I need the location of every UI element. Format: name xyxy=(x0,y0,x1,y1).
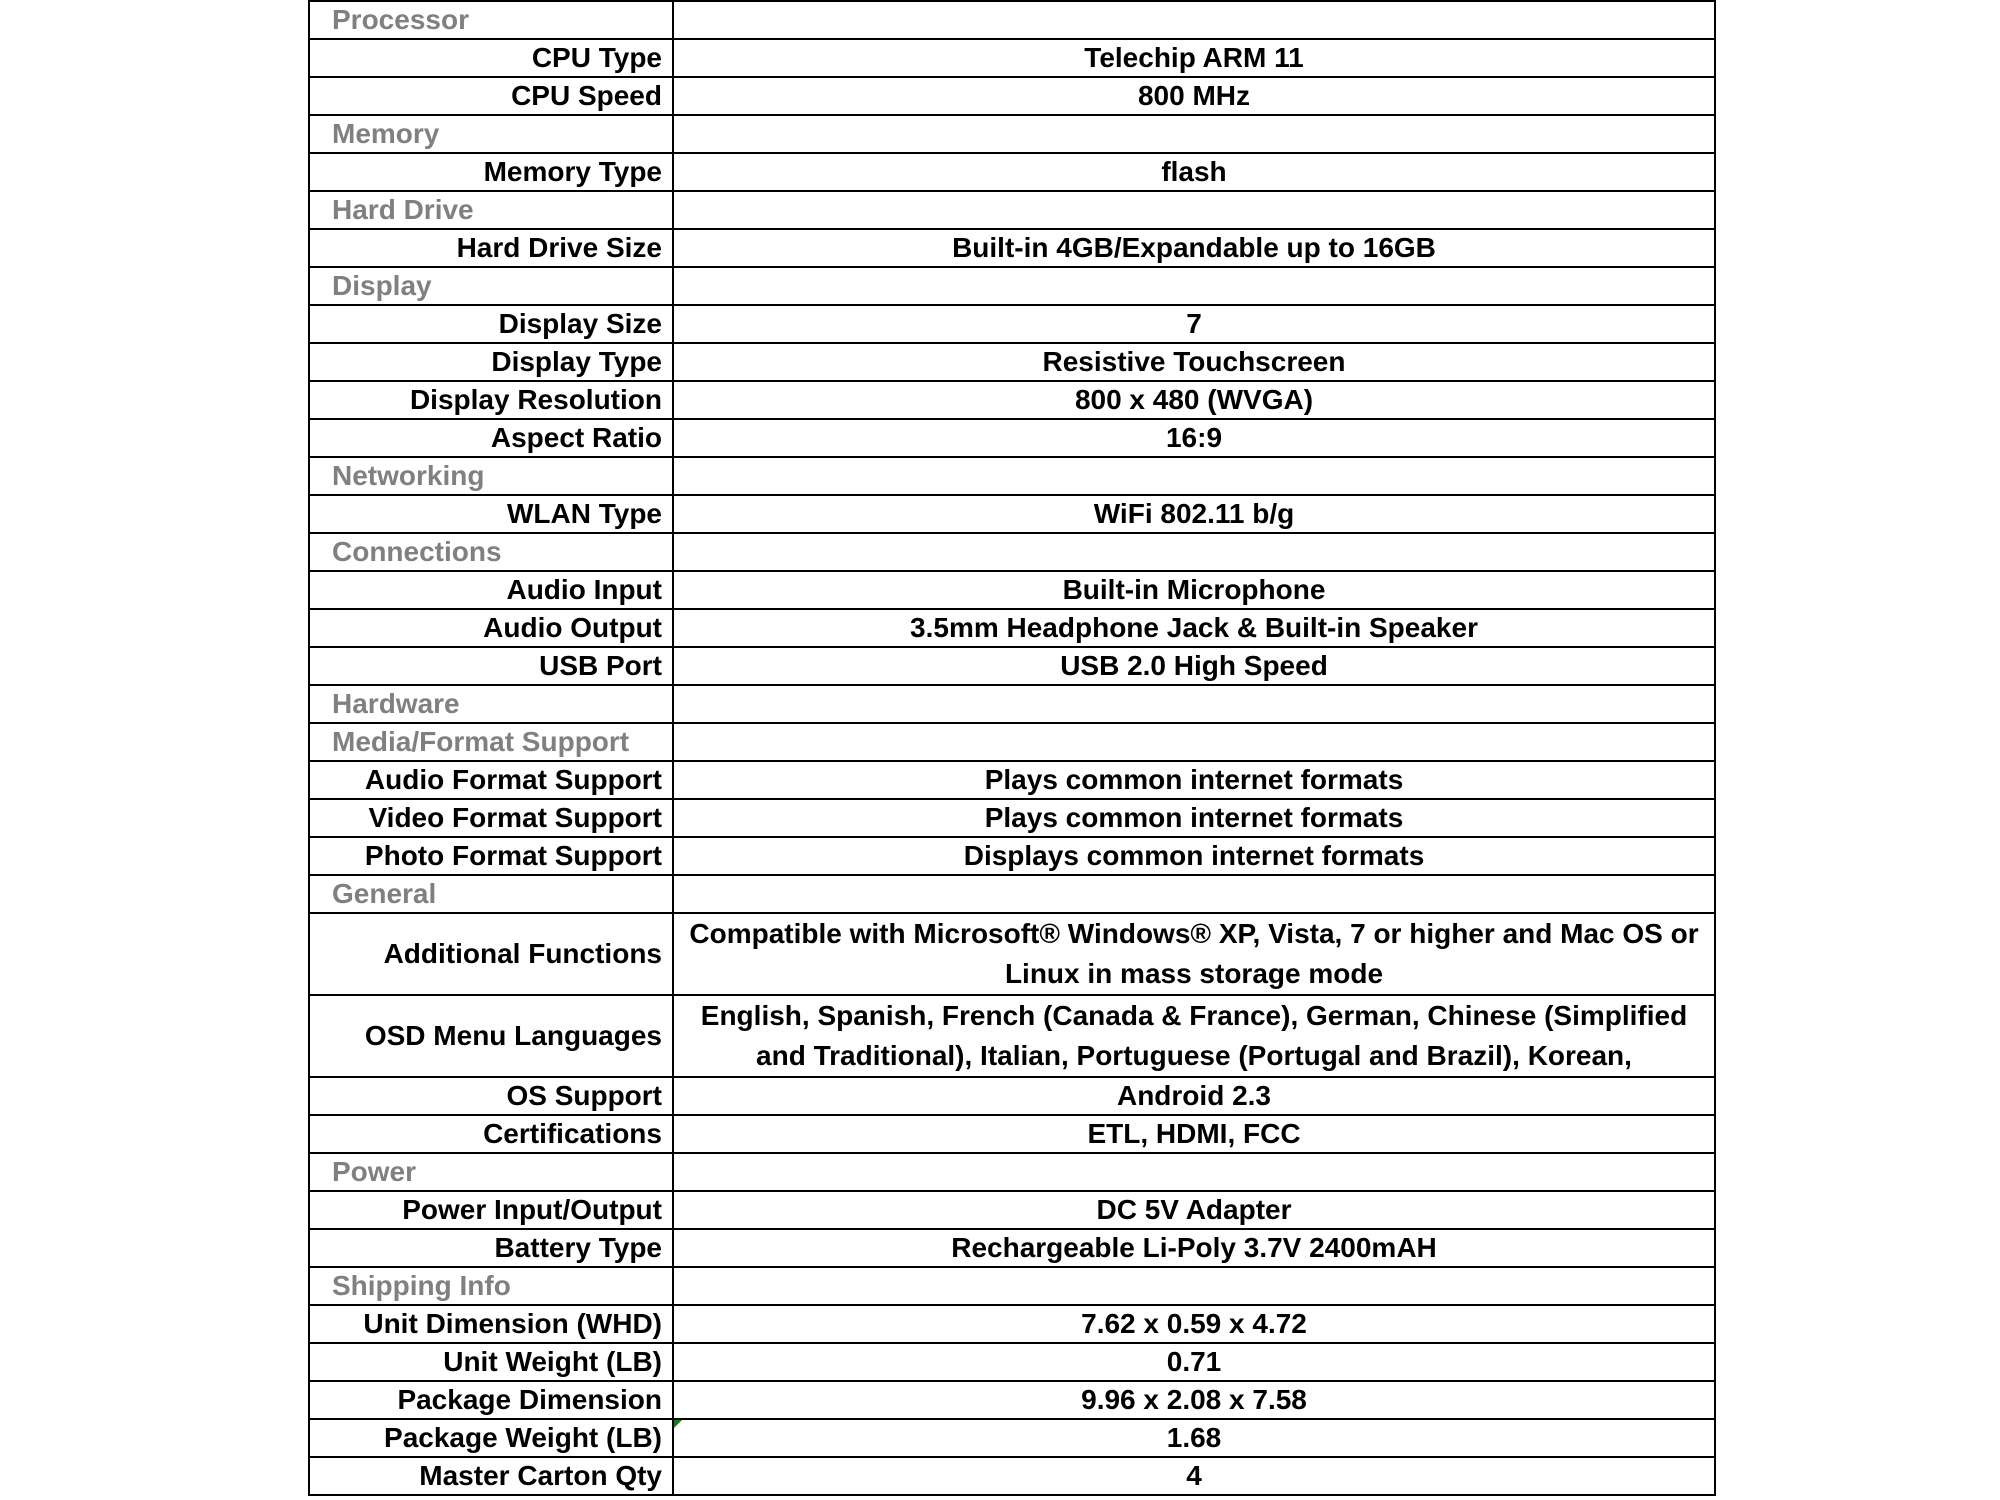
spec-value-display-size: 7 xyxy=(673,305,1715,343)
spec-label-display-type: Display Type xyxy=(309,343,673,381)
spec-row-osd-languages xyxy=(309,995,1715,1077)
spec-row-unit-weight xyxy=(309,1343,1715,1381)
section-row-general xyxy=(309,875,1715,913)
section-header-hard-drive: Hard Drive xyxy=(309,191,673,229)
spec-value-usb-port: USB 2.0 High Speed xyxy=(673,647,1715,685)
section-header-media-format: Media/Format Support xyxy=(309,723,673,761)
spec-row-display-resolution xyxy=(309,381,1715,419)
spec-value-memory-type: flash xyxy=(673,153,1715,191)
spec-label-master-carton-qty: Master Carton Qty xyxy=(309,1457,673,1495)
section-row-processor xyxy=(309,1,1715,39)
spec-row-memory-type xyxy=(309,153,1715,191)
spec-label-audio-output: Audio Output xyxy=(309,609,673,647)
section-row-power xyxy=(309,1153,1715,1191)
section-empty-cell xyxy=(673,723,1715,761)
spec-row-os-support xyxy=(309,1077,1715,1115)
section-row-networking xyxy=(309,457,1715,495)
section-empty-cell xyxy=(673,533,1715,571)
spec-label-usb-port: USB Port xyxy=(309,647,673,685)
section-row-hardware xyxy=(309,685,1715,723)
spec-label-package-weight: Package Weight (LB) xyxy=(309,1419,673,1457)
spec-label-cpu-type: CPU Type xyxy=(309,39,673,77)
spec-label-osd-languages: OSD Menu Languages xyxy=(309,995,673,1077)
spec-row-battery-type xyxy=(309,1229,1715,1267)
spec-row-certifications xyxy=(309,1115,1715,1153)
spec-label-cpu-speed: CPU Speed xyxy=(309,77,673,115)
section-header-power: Power xyxy=(309,1153,673,1191)
section-empty-cell xyxy=(673,1267,1715,1305)
section-header-processor: Processor xyxy=(309,1,673,39)
spec-value-osd-languages: English, Spanish, French (Canada & France), German, Chinese (Simplified and Traditional), Italian, Portuguese (Portugal and Brazil), Korean, xyxy=(673,995,1715,1077)
spec-value-video-format: Plays common internet formats xyxy=(673,799,1715,837)
spec-value-package-dimension: 9.96 x 2.08 x 7.58 xyxy=(673,1381,1715,1419)
section-row-media-format xyxy=(309,723,1715,761)
spec-value-package-weight: 1.68 xyxy=(1166,1422,1222,1453)
spec-label-unit-dimension: Unit Dimension (WHD) xyxy=(309,1305,673,1343)
section-row-memory xyxy=(309,115,1715,153)
spec-row-audio-format xyxy=(309,761,1715,799)
spec-label-aspect-ratio: Aspect Ratio xyxy=(309,419,673,457)
spec-label-additional-functions: Additional Functions xyxy=(309,913,673,995)
section-empty-cell xyxy=(673,685,1715,723)
spec-value-os-support: Android 2.3 xyxy=(673,1077,1715,1115)
section-empty-cell xyxy=(673,875,1715,913)
spec-value-wlan-type: WiFi 802.11 b/g xyxy=(673,495,1715,533)
spec-row-package-weight xyxy=(309,1419,1715,1457)
spec-label-wlan-type: WLAN Type xyxy=(309,495,673,533)
section-empty-cell xyxy=(673,267,1715,305)
section-header-shipping: Shipping Info xyxy=(309,1267,673,1305)
section-header-display: Display xyxy=(309,267,673,305)
spec-label-os-support: OS Support xyxy=(309,1077,673,1115)
spec-row-wlan-type xyxy=(309,495,1715,533)
spec-label-package-dimension: Package Dimension xyxy=(309,1381,673,1419)
spec-value-aspect-ratio: 16:9 xyxy=(673,419,1715,457)
spec-label-audio-format: Audio Format Support xyxy=(309,761,673,799)
spec-row-cpu-speed xyxy=(309,77,1715,115)
spec-row-additional-functions xyxy=(309,913,1715,995)
spec-value-cpu-type: Telechip ARM 11 xyxy=(673,39,1715,77)
spec-label-display-size: Display Size xyxy=(309,305,673,343)
spec-value-display-resolution: 800 x 480 (WVGA) xyxy=(673,381,1715,419)
spec-value-audio-format: Plays common internet formats xyxy=(673,761,1715,799)
section-empty-cell xyxy=(673,1153,1715,1191)
spec-value-unit-weight: 0.71 xyxy=(673,1343,1715,1381)
spec-value-cpu-speed: 800 MHz xyxy=(673,77,1715,115)
spec-value-unit-dimension: 7.62 x 0.59 x 4.72 xyxy=(673,1305,1715,1343)
spec-value-audio-output: 3.5mm Headphone Jack & Built-in Speaker xyxy=(673,609,1715,647)
spec-row-audio-output xyxy=(309,609,1715,647)
spec-label-hard-drive-size: Hard Drive Size xyxy=(309,229,673,267)
spec-row-display-size xyxy=(309,305,1715,343)
spec-label-power-io: Power Input/Output xyxy=(309,1191,673,1229)
spec-label-audio-input: Audio Input xyxy=(309,571,673,609)
spec-row-aspect-ratio xyxy=(309,419,1715,457)
spec-value-hard-drive-size: Built-in 4GB/Expandable up to 16GB xyxy=(673,229,1715,267)
spec-row-audio-input xyxy=(309,571,1715,609)
spec-label-video-format: Video Format Support xyxy=(309,799,673,837)
section-header-hardware: Hardware xyxy=(309,685,673,723)
spec-value-additional-functions: Compatible with Microsoft® Windows® XP, Vista, 7 or higher and Mac OS or Linux in mass storage mode xyxy=(673,913,1715,995)
spec-row-hard-drive-size xyxy=(309,229,1715,267)
spec-value-photo-format: Displays common internet formats xyxy=(673,837,1715,875)
spec-row-display-type xyxy=(309,343,1715,381)
spec-value-master-carton-qty: 4 xyxy=(673,1457,1715,1495)
spec-row-unit-dimension xyxy=(309,1305,1715,1343)
cell-comment-marker-icon xyxy=(674,1420,682,1428)
spec-row-usb-port xyxy=(309,647,1715,685)
spec-label-photo-format: Photo Format Support xyxy=(309,837,673,875)
spec-row-cpu-type xyxy=(309,39,1715,77)
section-header-general: General xyxy=(309,875,673,913)
section-empty-cell xyxy=(673,457,1715,495)
spec-label-unit-weight: Unit Weight (LB) xyxy=(309,1343,673,1381)
spec-row-photo-format xyxy=(309,837,1715,875)
spec-value-power-io: DC 5V Adapter xyxy=(673,1191,1715,1229)
section-row-hard-drive xyxy=(309,191,1715,229)
section-empty-cell xyxy=(673,191,1715,229)
section-row-display xyxy=(309,267,1715,305)
section-header-networking: Networking xyxy=(309,457,673,495)
spec-label-memory-type: Memory Type xyxy=(309,153,673,191)
spec-row-power-io xyxy=(309,1191,1715,1229)
section-header-memory: Memory xyxy=(309,115,673,153)
spec-value-battery-type: Rechargeable Li-Poly 3.7V 2400mAH xyxy=(673,1229,1715,1267)
section-empty-cell xyxy=(673,115,1715,153)
spec-value-certifications: ETL, HDMI, FCC xyxy=(673,1115,1715,1153)
spec-row-package-dimension xyxy=(309,1381,1715,1419)
section-row-connections xyxy=(309,533,1715,571)
section-row-shipping xyxy=(309,1267,1715,1305)
spec-row-master-carton-qty xyxy=(309,1457,1715,1495)
spec-row-video-format xyxy=(309,799,1715,837)
spec-label-battery-type: Battery Type xyxy=(309,1229,673,1267)
spec-value-package-weight-cell xyxy=(673,1419,1715,1457)
spec-value-audio-input: Built-in Microphone xyxy=(673,571,1715,609)
spec-table xyxy=(308,0,1716,1496)
spec-value-display-type: Resistive Touchscreen xyxy=(673,343,1715,381)
section-header-connections: Connections xyxy=(309,533,673,571)
spec-label-display-resolution: Display Resolution xyxy=(309,381,673,419)
spec-label-certifications: Certifications xyxy=(309,1115,673,1153)
section-empty-cell xyxy=(673,1,1715,39)
